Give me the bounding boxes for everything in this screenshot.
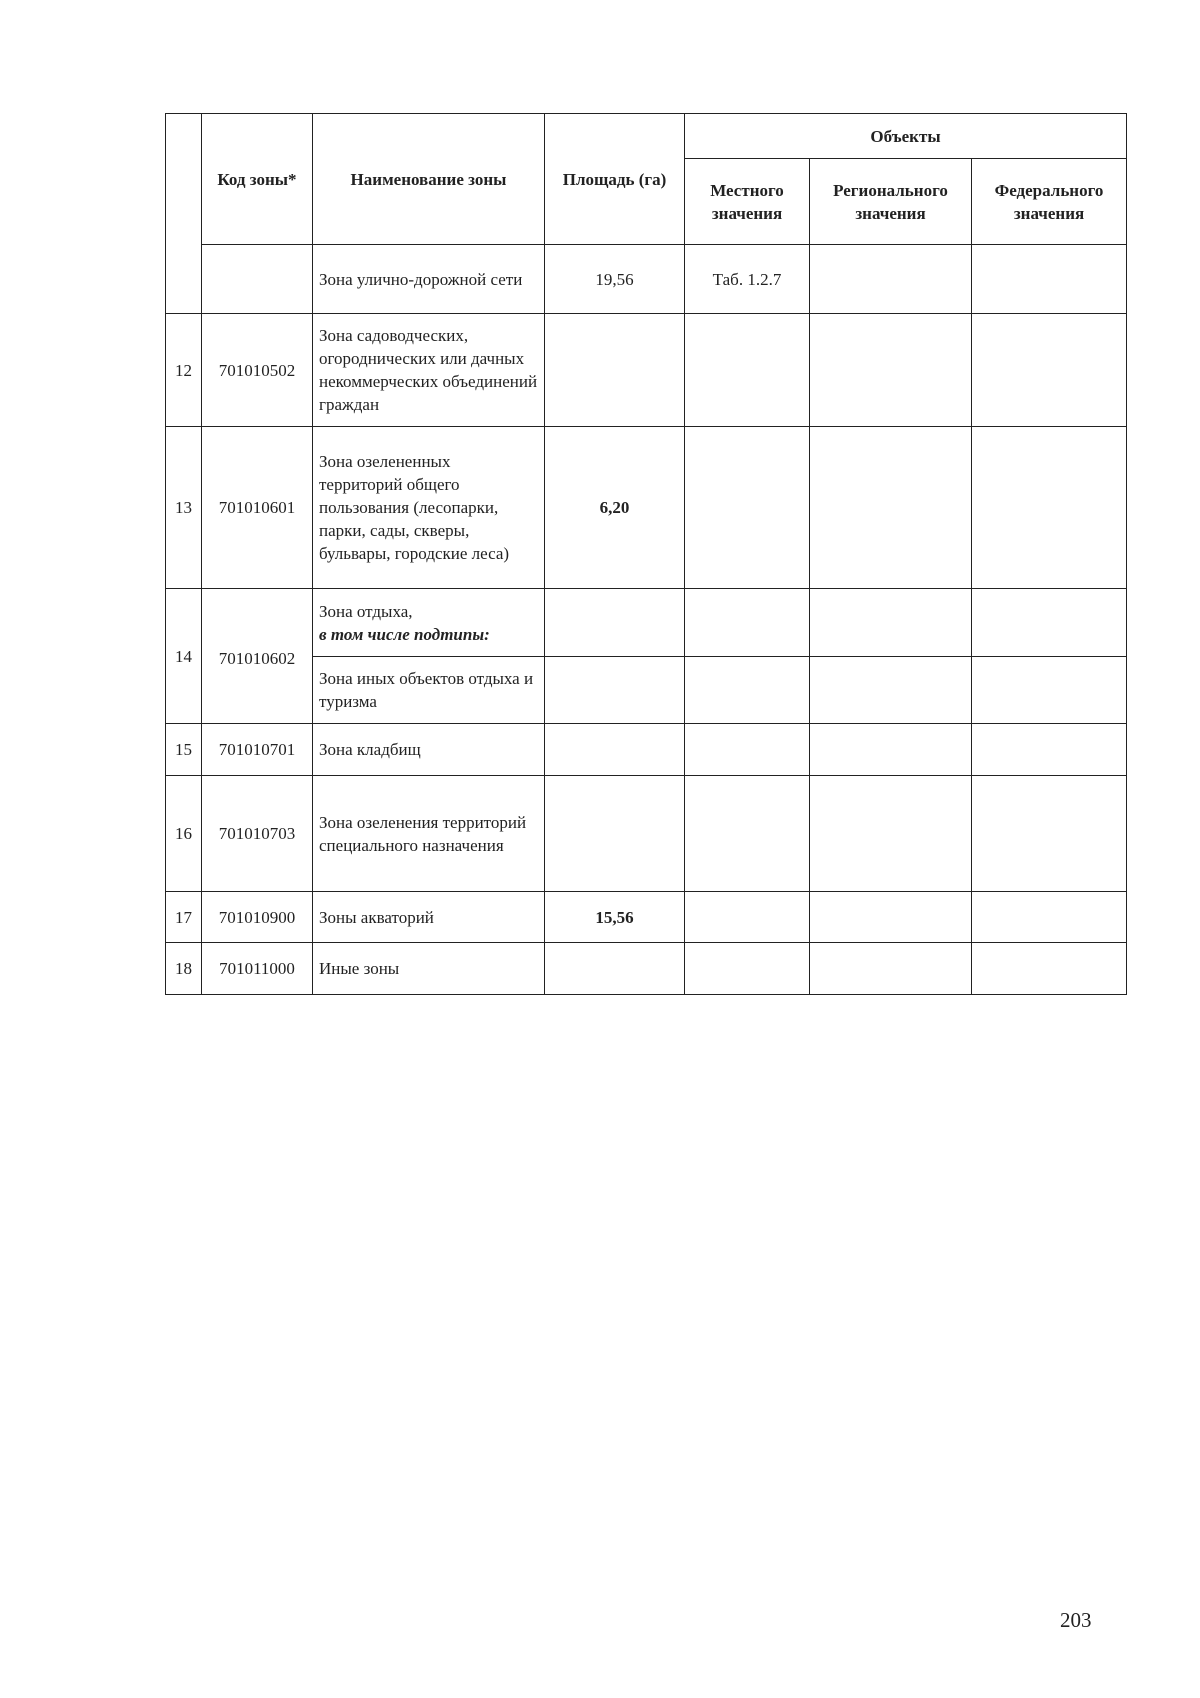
area-cell: 15,56 xyxy=(545,892,685,943)
name-cell xyxy=(313,589,545,657)
name-cell: Зоны акваторий xyxy=(313,892,545,943)
area-cell: 19,56 xyxy=(545,245,685,314)
table-row xyxy=(166,892,1127,943)
num-column-cell xyxy=(166,114,202,314)
header-row-1 xyxy=(166,114,1127,159)
regional-cell xyxy=(810,314,972,427)
name-cell: Иные зоны xyxy=(313,943,545,995)
header-federal: Федерального значения xyxy=(972,159,1127,245)
local-cell: Таб. 1.2.7 xyxy=(685,245,810,314)
code-cell: 701011000 xyxy=(202,943,313,995)
local-cell xyxy=(685,776,810,892)
num-cell: 15 xyxy=(166,724,202,776)
federal-cell xyxy=(972,589,1127,657)
num-cell: 16 xyxy=(166,776,202,892)
table-row xyxy=(166,724,1127,776)
regional-cell xyxy=(810,943,972,995)
local-cell xyxy=(685,724,810,776)
code-cell: 701010701 xyxy=(202,724,313,776)
area-cell xyxy=(545,589,685,657)
name-cell: Зона озелененных территорий общего пользования (лесопарки, парки, сады, скверы, бульвары, городские леса) xyxy=(313,427,545,589)
name-cell: Зона садоводческих, огороднических или дачных некоммерческих объединений граждан xyxy=(313,314,545,427)
zones-table xyxy=(165,113,1127,995)
num-cell: 18 xyxy=(166,943,202,995)
header-area: Площадь (га) xyxy=(545,114,685,245)
area-cell xyxy=(545,314,685,427)
table-row xyxy=(166,427,1127,589)
local-cell xyxy=(685,943,810,995)
num-cell: 12 xyxy=(166,314,202,427)
table-row xyxy=(166,314,1127,427)
regional-cell xyxy=(810,724,972,776)
code-cell: 701010601 xyxy=(202,427,313,589)
federal-cell xyxy=(972,657,1127,724)
header-regional: Регионального значения xyxy=(810,159,972,245)
header-objects: Объекты xyxy=(685,114,1127,159)
area-cell: 6,20 xyxy=(545,427,685,589)
header-code: Код зоны* xyxy=(202,114,313,245)
regional-cell xyxy=(810,776,972,892)
local-cell xyxy=(685,427,810,589)
table-row xyxy=(166,589,1127,657)
local-cell xyxy=(685,314,810,427)
num-cell: 17 xyxy=(166,892,202,943)
local-cell xyxy=(685,892,810,943)
name-cell: Зона кладбищ xyxy=(313,724,545,776)
code-cell: 701010900 xyxy=(202,892,313,943)
regional-cell xyxy=(810,245,972,314)
area-cell xyxy=(545,724,685,776)
area-cell xyxy=(545,657,685,724)
name-cell: Зона улично-дорожной сети xyxy=(313,245,545,314)
header-name: Наименование зоны xyxy=(313,114,545,245)
code-cell xyxy=(202,245,313,314)
area-cell xyxy=(545,943,685,995)
federal-cell xyxy=(972,724,1127,776)
table-row xyxy=(166,245,1127,314)
federal-cell xyxy=(972,314,1127,427)
federal-cell xyxy=(972,427,1127,589)
code-cell: 701010703 xyxy=(202,776,313,892)
local-cell xyxy=(685,657,810,724)
header-local: Местного значения xyxy=(685,159,810,245)
table-row xyxy=(166,943,1127,995)
name-main: Зона отдыха, xyxy=(319,601,413,621)
regional-cell xyxy=(810,427,972,589)
name-cell: Зона иных объектов отдыха и туризма xyxy=(313,657,545,724)
name-subtypes: в том числе подтипы: xyxy=(319,624,490,644)
regional-cell xyxy=(810,892,972,943)
federal-cell xyxy=(972,245,1127,314)
code-cell: 701010602 xyxy=(202,589,313,724)
code-cell: 701010502 xyxy=(202,314,313,427)
federal-cell xyxy=(972,776,1127,892)
table-row xyxy=(166,776,1127,892)
federal-cell xyxy=(972,943,1127,995)
num-cell: 14 xyxy=(166,589,202,724)
regional-cell xyxy=(810,589,972,657)
num-cell: 13 xyxy=(166,427,202,589)
area-cell xyxy=(545,776,685,892)
name-cell: Зона озеленения территорий специального назначения xyxy=(313,776,545,892)
regional-cell xyxy=(810,657,972,724)
local-cell xyxy=(685,589,810,657)
federal-cell xyxy=(972,892,1127,943)
page-number: 203 xyxy=(1060,1608,1092,1632)
